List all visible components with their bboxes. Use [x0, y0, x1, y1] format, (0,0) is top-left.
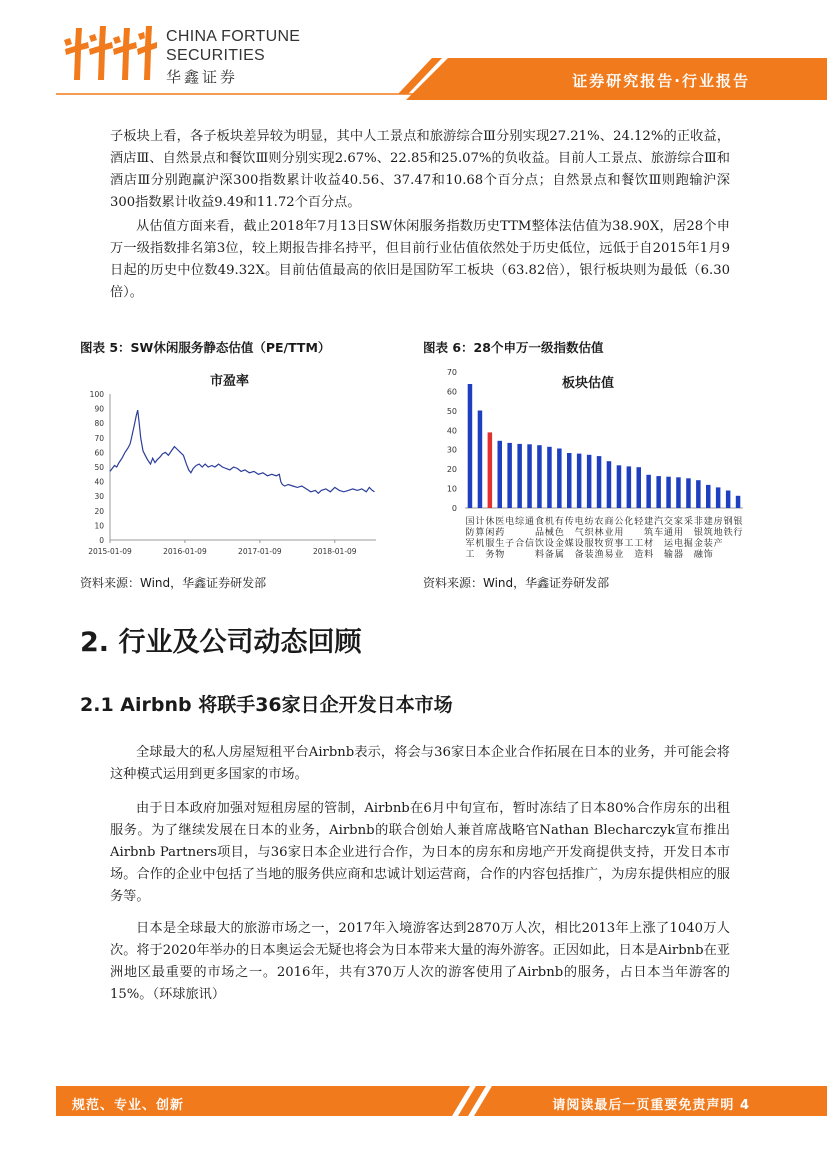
- y-tick-label: 40: [94, 477, 104, 487]
- figure-6-caption: 图表 6：28个申万一级指数估值: [423, 340, 604, 355]
- category-label-char: 备: [544, 550, 554, 560]
- bar-汽车: [646, 475, 651, 508]
- x-tick-label: 2015-01-09: [88, 547, 132, 556]
- bar-公用事业: [637, 467, 642, 508]
- category-label-char: 筑: [703, 528, 713, 538]
- category-label-char: 农: [594, 517, 604, 527]
- y-tick-label: 30: [94, 492, 104, 502]
- y-tick-label: 70: [94, 433, 104, 443]
- category-label-char: 子: [505, 539, 515, 549]
- category-label-char: 产: [713, 539, 723, 549]
- category-label-char: 品: [534, 528, 544, 538]
- bar-房地产: [726, 491, 731, 509]
- news-paragraph-2: 由于日本政府加强对短租房屋的管制，Airbnb在6月中旬宣布，暂时冻结了日本80%合作房东的出租服务。为了继续发展在日本的业务，Airbnb的联合创始人兼首席战略官Nathan Blecharczyk宣布推出Airbnb Partners项目，与36家日本企业进行合作，为日本的房东和房地产开发商提供支持，开发日本市场。合作的企业中包括了当地的服务供应商和忠诚计划运营商，合作的内容包括推广，为房东提供相应的服务等。: [110, 801, 730, 904]
- bar-综合: [517, 444, 522, 508]
- x-tick-label: 2017-01-09: [238, 547, 282, 556]
- bar-非银金融: [716, 487, 721, 508]
- subsection-heading: 2.1 Airbnb 将联手36家日企开发日本市场: [80, 694, 453, 716]
- category-label-char: 饰: [703, 550, 713, 560]
- paragraph-subsector-returns: 子板块上看，各子板块差异较为明显，其中人工景点和旅游综合Ⅲ分别实现27.21%、24.12%的正收益，酒店Ⅲ、自然景点和餐饮Ⅲ则分别实现2.67%、22.85和25.07%的负收益。目前人工景点、旅游综合Ⅲ和酒店Ⅲ分别跑赢沪深300指数累计收益40.56、37.47和10.68个百分点；自然景点和餐饮Ⅲ则跑输沪深300指数累计收益9.49和11.72个百分点。: [110, 129, 730, 210]
- category-label-char: 运: [664, 539, 674, 549]
- paragraph-valuation: 从估值方面来看，截止2018年7月13日SW休闲服务指数历史TTM整体法估值为38.90X，居28个申万一级指数排名第3位，较上期报告排名持平，但目前行业估值依然处于历史低位，远低于自2015年1月9日起的历史中位数49.32X。目前估值最高的依旧是国防军工板块（63.82倍），银行板块则为最低（6.30倍）。: [110, 219, 730, 300]
- bar-银行: [736, 496, 741, 508]
- category-label-char: 钢: [723, 517, 733, 527]
- category-label-char: 掘: [683, 539, 693, 549]
- bar-建筑材料: [666, 477, 671, 508]
- category-label-char: 轻: [634, 517, 644, 527]
- category-label-char: 设: [574, 539, 584, 549]
- y-tick-label: 0: [451, 504, 457, 513]
- category-label-char: 生: [495, 539, 505, 549]
- category-label-char: 务: [485, 550, 495, 560]
- category-label-char: 铁: [723, 528, 733, 538]
- category-label-char: 车: [654, 528, 664, 538]
- bar-纺织服装: [597, 456, 602, 508]
- category-label-char: 料: [534, 550, 544, 560]
- category-label-char: 汽: [654, 517, 664, 527]
- bar-机械设备: [547, 447, 552, 508]
- category-label-char: 综: [515, 517, 525, 527]
- bar-通信: [527, 444, 532, 508]
- y-tick-label: 20: [94, 506, 104, 516]
- bar-医药生物: [498, 441, 503, 508]
- figure-5-source: 资料来源：Wind，华鑫证券研发部: [80, 576, 267, 590]
- category-label-char: 装: [584, 550, 594, 560]
- category-label-char: 通: [664, 528, 674, 538]
- y-tick-label: 40: [446, 426, 457, 436]
- category-label-char: 合: [515, 539, 525, 549]
- category-label-char: 药: [495, 528, 505, 538]
- category-label-char: 银: [733, 517, 743, 527]
- category-label-char: 建: [703, 517, 713, 527]
- bar-家用电器: [627, 466, 632, 508]
- brand-name-cn: 华鑫证券: [166, 68, 239, 86]
- category-label-char: 信: [525, 539, 535, 549]
- category-label-char: 金: [693, 539, 703, 549]
- category-label-char: 闲: [485, 528, 495, 538]
- category-label-char: 休: [485, 517, 495, 527]
- footer-slogan: 规范、专业、创新: [72, 1098, 185, 1113]
- category-label-char: 房: [713, 517, 723, 527]
- bar-有色金属: [567, 453, 572, 508]
- bar-计算机: [478, 411, 483, 509]
- y-tick-label: 60: [94, 448, 104, 458]
- y-tick-label: 10: [94, 521, 104, 531]
- category-label-char: 装: [703, 539, 713, 549]
- section-heading: 2. 行业及公司动态回顾: [80, 627, 362, 658]
- report-type-tag: 证券研究报告·行业报告: [572, 72, 750, 90]
- category-label-char: 建: [644, 517, 654, 527]
- y-tick-label: 90: [94, 404, 104, 414]
- category-label-char: 林: [594, 528, 604, 538]
- category-label-char: 行: [733, 528, 743, 538]
- bar-电气设备: [676, 477, 681, 508]
- category-label-char: 采: [683, 517, 693, 527]
- category-label-char: 机: [475, 539, 485, 549]
- category-label-char: 电: [673, 539, 683, 549]
- news-paragraph-3: 日本是全球最大的旅游市场之一，2017年入境游客达到2870万人次，相比2013年上涨了1040万人次。将于2020年举办的日本奥运会无疑也将会为日本带来大量的海外游客。正因如此，日本是Airbnb在亚洲地区最重要的市场之一。2016年，共有370万人次的游客使用了Airbnb的服务，占日本当年游客的15%。（环球旅讯）: [110, 921, 730, 1002]
- category-label-char: 地: [713, 528, 723, 538]
- category-label-char: 物: [495, 550, 505, 560]
- y-tick-label: 0: [99, 536, 104, 545]
- category-label-char: 有: [554, 517, 564, 527]
- category-label-char: 工: [465, 550, 475, 560]
- category-label-char: 防: [465, 528, 475, 538]
- category-label-char: 机: [544, 517, 554, 527]
- page-header: [0, 0, 827, 100]
- category-label-char: 牧: [594, 539, 604, 549]
- bar-钢铁: [706, 485, 711, 508]
- category-label-char: 医: [495, 517, 505, 527]
- y-tick-label: 80: [94, 419, 104, 429]
- category-label-char: 家: [673, 517, 683, 527]
- bar-商业贸易: [557, 449, 562, 509]
- category-label-char: 筑: [644, 528, 654, 538]
- bar-农林牧渔: [617, 465, 622, 508]
- category-label-char: 融: [693, 550, 703, 560]
- sector-valuation-bar-chart: [423, 362, 753, 568]
- category-label-char: 传: [564, 517, 574, 527]
- category-label-char: 算: [475, 528, 485, 538]
- category-label-char: 纺: [584, 517, 594, 527]
- x-tick-label: 2016-01-09: [163, 547, 207, 556]
- category-label-char: 造: [634, 550, 644, 560]
- category-label-char: 交: [664, 517, 674, 527]
- sector-chart-title: 板块估值: [562, 376, 615, 391]
- y-tick-label: 60: [446, 387, 457, 397]
- category-label-char: 饮: [534, 539, 544, 549]
- category-label-char: 色: [554, 528, 564, 538]
- category-label-char: 织: [584, 528, 594, 538]
- figure-5-caption: 图表 5：SW休闲服务静态估值（PE/TTM）: [80, 340, 331, 355]
- category-label-char: 军: [465, 539, 475, 549]
- brand-name-en-line1: CHINA FORTUNE: [166, 28, 301, 45]
- category-label-char: 事: [614, 539, 624, 549]
- bar-采掘: [696, 480, 701, 508]
- category-label-char: 业: [604, 528, 614, 538]
- category-label-char: 用: [614, 528, 624, 538]
- y-tick-label: 30: [446, 445, 457, 455]
- category-label-char: 备: [574, 550, 584, 560]
- category-label-char: 通: [525, 517, 535, 527]
- category-label-char: 化: [624, 517, 634, 527]
- category-label-char: 业: [614, 550, 624, 560]
- category-label-char: 输: [664, 550, 674, 560]
- category-label-char: 料: [644, 550, 654, 560]
- figure-6-source: 资料来源：Wind，华鑫证券研发部: [423, 576, 610, 590]
- bar-建筑装饰: [686, 478, 691, 508]
- pe-series-line: [110, 410, 375, 493]
- bar-电子: [507, 443, 512, 508]
- y-tick-label: 50: [94, 463, 104, 472]
- category-label-char: 易: [604, 550, 614, 560]
- footer-disclaimer-page: 请阅读最后一页重要免责声明 4: [552, 1098, 750, 1113]
- category-label-char: 材: [644, 539, 654, 549]
- category-label-char: 服: [584, 539, 594, 549]
- y-tick-label: 20: [446, 465, 457, 475]
- y-tick-label: 50: [446, 406, 457, 416]
- category-label-char: 媒: [564, 539, 574, 549]
- category-label-char: 电: [574, 517, 584, 527]
- pe-chart-title: 市盈率: [210, 374, 250, 389]
- x-tick-label: 2018-01-09: [312, 547, 357, 556]
- y-tick-label: 100: [89, 390, 104, 399]
- category-label-char: 电: [505, 517, 515, 527]
- bar-休闲服务: [488, 432, 493, 508]
- category-label-char: 工: [624, 539, 634, 549]
- category-label-char: 服: [485, 539, 495, 549]
- category-label-char: 设: [544, 539, 554, 549]
- brand-name-en-line2: SECURITIES: [166, 47, 266, 64]
- category-label-char: 国: [465, 517, 475, 527]
- category-label-char: 器: [673, 550, 683, 560]
- category-label-char: 商: [604, 517, 614, 527]
- bar-国防军工: [468, 384, 473, 508]
- category-label-char: 计: [475, 517, 485, 527]
- category-label-char: 工: [634, 539, 644, 549]
- category-label-char: 械: [544, 528, 554, 538]
- pe-ttm-line-chart: [80, 384, 380, 562]
- bar-交通运输: [656, 476, 661, 508]
- news-paragraph-1: 全球最大的私人房屋短租平台Airbnb表示，将会与36家日本企业合作拓展在日本的业务，并可能会将这种模式运用到更多国家的市场。: [110, 745, 730, 782]
- category-label-char: 气: [574, 528, 584, 538]
- y-tick-label: 70: [446, 368, 457, 377]
- category-label-char: 公: [614, 517, 624, 527]
- category-label-char: 银: [693, 528, 703, 538]
- bar-传媒: [577, 454, 582, 508]
- category-label-char: 非: [693, 517, 703, 527]
- bar-轻工制造: [587, 455, 592, 508]
- category-label-char: 用: [673, 528, 683, 538]
- category-label-char: 贸: [604, 539, 614, 549]
- category-label-char: 食: [534, 517, 544, 527]
- category-label-char: 属: [554, 550, 564, 560]
- category-label-char: 渔: [594, 550, 604, 560]
- bar-食品饮料: [537, 445, 542, 508]
- y-tick-label: 10: [446, 484, 457, 494]
- bar-化工: [607, 461, 612, 508]
- category-label-char: 金: [554, 539, 564, 549]
